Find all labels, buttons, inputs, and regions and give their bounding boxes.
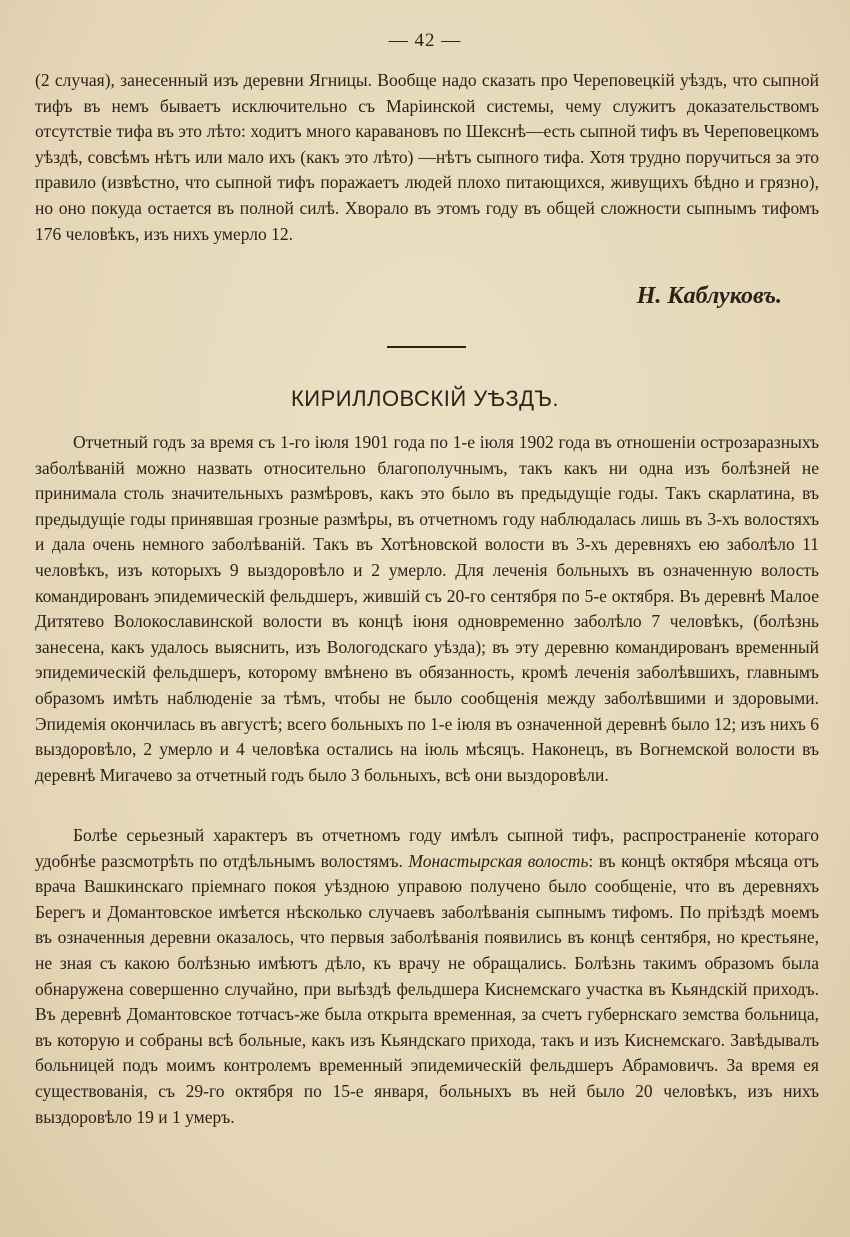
paragraph-1-text: (2 случая), занесенный изъ деревни Ягницы. Вообще надо сказать про Череповецкій уѣздъ, что сыпной тифъ въ немъ бываетъ исключительно съ Маріинской системы, чему служитъ доказательствомъ отсутствіе тифа въ это лѣто: ходитъ много каравановъ по Шекснѣ—есть сыпной тифъ въ Череповецкомъ уѣздѣ, совсѣмъ нѣтъ или мало ихъ (какъ это лѣто) —нѣтъ сыпного тифа. Хотя трудно поручиться за это правило (извѣстно, что сыпной тифъ поражаетъ людей плохо питающихся, живущихъ бѣдно и грязно), но оно покуда остается въ полной силѣ. Хворало въ этомъ году въ общей сложности сыпнымъ тифомъ 176 человѣкъ, изъ нихъ умерло 12. — [35, 70, 819, 244]
paragraph-3-body: : въ концѣ октября мѣсяца отъ врача Вашкинскаго пріемнаго покоя уѣздною управою получено было сообщеніе, что въ деревняхъ Берегъ и Домантовское имѣется нѣсколько случаевъ заболѣванія сыпнымъ тифомъ. По пріѣздѣ моемъ въ означенныя деревни оказалось, что первыя заболѣванія появились въ концѣ сентября, но крестьяне, не зная съ какою болѣзнью имѣютъ дѣло, къ врачу не обращались. Болѣзнь такимъ образомъ была обнаружена совершенно случайно, при выѣздѣ фельдшера Киснемскаго участка въ Кьяндскій приходъ. Въ деревнѣ Домантовское тотчасъ-же была открыта временная, за счетъ губернскаго земства больница, въ которую и собраны всѣ больные, какъ изъ Кьяндскаго прихода, такъ и изъ Киснемскаго. Завѣдывалъ больницей подъ моимъ контролемъ временный эпидемическій фельдшеръ Абрамовичъ. За время ея существованія, съ 29-го октября по 15-е января, больныхъ въ ней было 20 человѣкъ, изъ нихъ выздоровѣло 19 и 1 умеръ. — [35, 850, 819, 1127]
section-divider — [387, 346, 466, 348]
page-number: — 42 — — [388, 30, 462, 51]
paragraph-3-lead: Болѣе серьезный характеръ въ отчетномъ году имѣлъ сыпной тифъ, распространеніе котораго удобнѣе разсмотрѣть по отдѣльнымъ волостямъ. — [35, 825, 819, 871]
section-heading: КИРИЛЛОВСКІЙ УѢЗДЪ. — [290, 386, 560, 411]
paragraph-typhus — [35, 823, 819, 1130]
author-signature: Н. Каблуковъ. — [636, 283, 782, 309]
paragraph-cherepovets-conclusion — [35, 68, 819, 247]
paragraph-kirillov-intro — [35, 430, 819, 788]
volost-name-italic: Монастырская волость — [408, 850, 589, 871]
paragraph-2-text: Отчетный годъ за время съ 1-го іюля 1901 года по 1-е іюля 1902 года въ отношеніи острозаразныхъ заболѣваній можно назвать относительно благополучнымъ, такъ какъ ни одна изъ болѣзней не принимала столь значительныхъ размѣровъ, какъ это было въ предыдущіе годы. Такъ скарлатина, въ предыдущіе годы принявшая грозные размѣры, въ отчетномъ году наблюдалась лишь въ 3-хъ волостяхъ и дала очень немного заболѣваній. Такъ въ Хотѣновской волости въ 3-хъ деревняхъ ею заболѣло 11 человѣкъ, изъ которыхъ 9 выздоровѣло и 2 умерло. Для леченія больныхъ въ означенную волость командированъ эпидемическій фельдшеръ, жившій съ 20-го сентября по 5-е октября. Въ деревнѣ Малое Дитятево Волокославинской волости въ концѣ іюня одновременно заболѣло 7 человѣкъ, (болѣзнь занесена, какъ удалось выяснить, изъ Вологодскаго уѣзда); въ эту деревню командированъ временный эпидемическій фельдшеръ, которому вмѣнено въ обязанность, кромѣ леченія заболѣвшихъ, главнымъ образомъ имѣть наблюденіе за тѣмъ, чтобы не было сообщенія между заболѣвшими и здоровыми. Эпидемія окончилась въ августѣ; всего больныхъ по 1-е іюля въ означенной деревнѣ было 12; изъ нихъ 6 выздоровѣло, 2 умерло и 4 человѣка остались на іюль мѣсяцъ. Наконецъ, въ Вогнемской волости въ деревнѣ Мигачево за отчетный годъ было 3 больныхъ, всѣ они выздоровѣли. — [35, 432, 819, 785]
paragraph-3-text — [35, 823, 819, 1130]
